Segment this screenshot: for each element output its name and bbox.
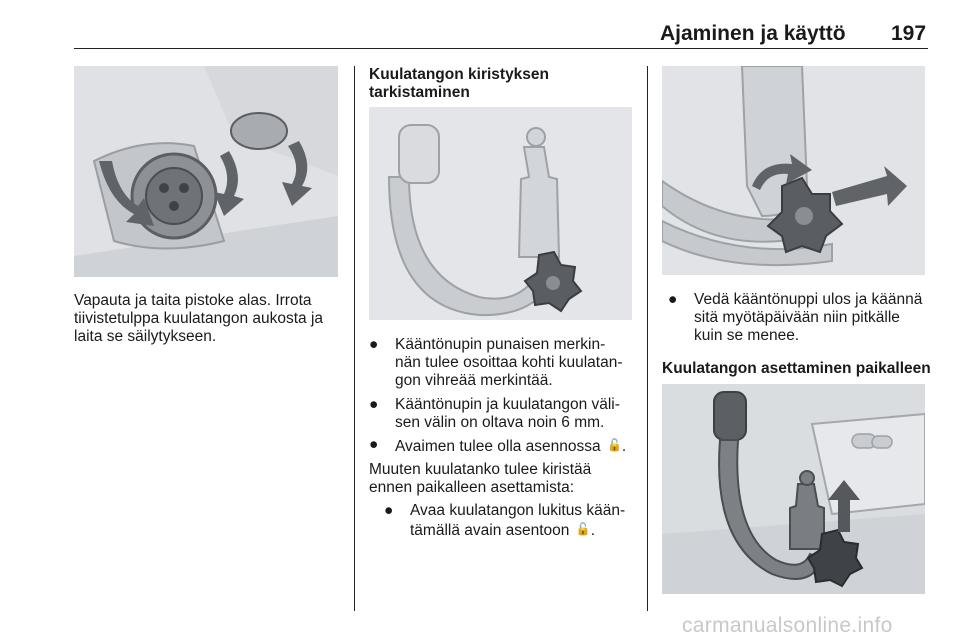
figure-towbar-tension: [369, 107, 632, 320]
header-rule: [74, 48, 928, 49]
watermark: carmanualsonline.info: [682, 614, 893, 637]
key-open-icon: 🔓: [606, 438, 622, 452]
key-open-icon: 🔓: [575, 522, 591, 536]
caption-socket-release: Vapauta ja taita pistoke alas. Irrota tiivistetulppa kuulatangon aukosta ja laita se säilytykseen.: [74, 292, 324, 345]
page-header-title: Ajaminen ja käyttö: [660, 22, 846, 45]
bullet-dot: ●: [369, 336, 379, 353]
bullet-dot: ●: [369, 396, 379, 413]
heading-install-towbar: Kuulatangon asettaminen paikalleen: [662, 360, 931, 377]
figure-towbar-insert: [662, 384, 925, 594]
figure-socket-release: [74, 66, 338, 277]
figure-knob-pull: [662, 66, 925, 275]
bullet-dot: ●: [369, 436, 379, 453]
page-number: 197: [891, 22, 927, 45]
bullet-dot: ●: [384, 502, 394, 519]
column-divider-left: [354, 66, 355, 611]
heading-tension-check: Kuulatangon kiristyksen tarkistaminen: [369, 66, 550, 101]
paragraph-tighten: Muuten kuulatanko tulee kiristää ennen paikalleen asettamista:: [369, 461, 592, 496]
column-divider-right: [647, 66, 648, 611]
bullet-dot: ●: [668, 291, 678, 308]
